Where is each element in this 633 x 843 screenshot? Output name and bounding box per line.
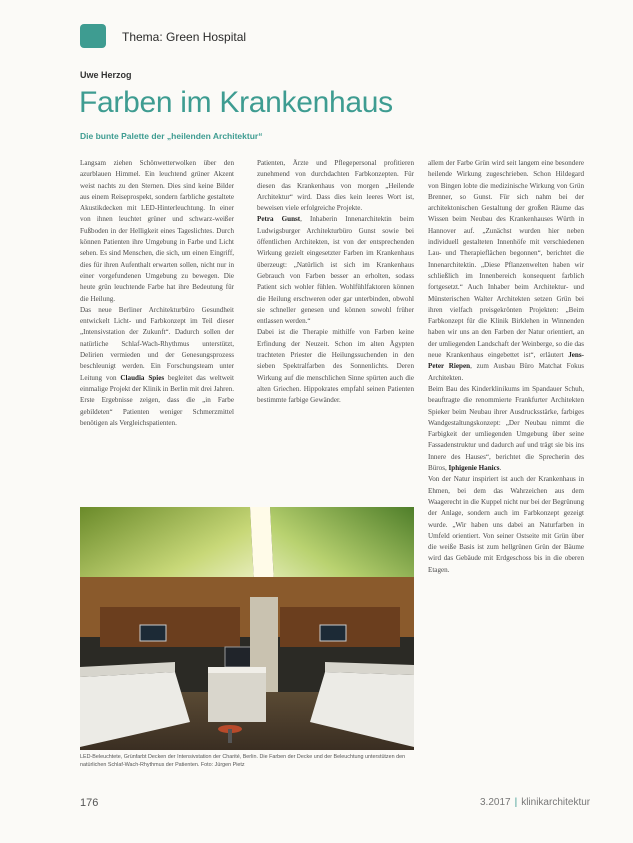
paragraph: Patienten, Ärzte und Pflegepersonal profitieren zunehmend von durchdachten Farbkonzepten. Für diesen das Krankenhaus von morgen „Heilende Architektur“ wird. Dass dies kein leeres Wort ist, beweisen viele erfolgreiche Projekte. xyxy=(257,159,414,213)
text-column-2 xyxy=(257,158,414,496)
topic-square-icon xyxy=(80,24,106,48)
paragraph: Das neue Berliner Architekturbüro Gesundheit entwickelt Licht- und Farbkonzept im Teil dieser „Intensivstation der Zukunft“. Dadurch sollen der natürliche Schlaf-Wach-Rhythmus unterstützt, Delirien vermieden und der Genesungsprozess beschleunigt werden. Ein Forschungsteam unter Leitung von Claudia Spies begleitet das weltweit einmalige Projekt der Klinik in Berlin mit drei Jahren. Erste Ergebnisse zeigen, dass die „in Farbe gebildeten“ Patienten weniger Schmerzmittel benötigen als Vergleichspatienten. xyxy=(80,305,234,427)
issue-info xyxy=(480,797,590,808)
person-name: Petra Gunst xyxy=(257,215,301,224)
author-name: Uwe Herzog xyxy=(80,70,132,80)
paragraph: Petra Gunst, Inhaberin Innenarchitektin beim Ludwigsburger Architekturbüro Gunst sowie bei öffentlichen Architekten, ist von der entsprechenden Wirkung gezielt eingesetzter Farben im Krankenhaus überzeugt: „Natürlich ist sich im Krankenhaus Gebrauch von Farben besser an erholten, sodass Patient sich wohler fühlen. Wohlfühlfaktoren können die Heilung erschweren oder gar unterbinden, obwohl sie schneller genesen und können sowohl früher entlassen werden.“ xyxy=(257,215,414,326)
paragraph: Langsam ziehen Schönwetterwolken über den azurblauen Himmel. Ein leuchtend grüner Akzent weist nachts zu den Sternen. Dies sind keine Bilder aus einem Reiseprospekt, sondern farbliche gestaltete Akustikdecken mit LED-Hinterleuchtung. In einer von ihnen leuchtet grüner und schwarz-weißer Fußboden in der Helligkeit eines Tageslichtes. Durch können Patienten ihre Umgebung in Farbe und Licht sehen. Es sind Menschen, die sich, um einen Eingriff, dies für ihren Aufenthalt erwarten sollen, nicht nur in einer vorgefundenen Umgebung zu bewegen. Die heute grün leuchtende Farbe hat ihre Bedeutung für die Heilung. xyxy=(80,159,234,303)
magazine-name: klinikarchitektur xyxy=(521,797,591,808)
page-number: 176 xyxy=(80,797,99,809)
issue-number: 3.2017 xyxy=(480,797,511,808)
paragraph: Dabei ist die Therapie mithilfe von Farben keine Erfindung der Neuzeit. Schon im alten Ägypten trachteten Priester die Heilungssuchenden in den sieben Spektralfarben des Sonnenlichts. Deren Wirkung auf die menschlichen Sinne spürten auch die alten Griechen. Hippokrates empfahl seinen Patienten bestimmte farbige Gewänder. xyxy=(257,328,414,405)
person-name: Iphigenie Hanics xyxy=(448,464,500,473)
paragraph: allem der Farbe Grün wird seit langem eine besondere heilende Wirkung zugeschrieben. Schon Hildegard von Bingen lobte die medizinische Wirkung von Grün Brenner, so Gunst. Für sich nahm bei der architektonischen Gestaltung der großen Räume das Wissen beim Neubau des Krankenhauses Würth in Hannover auf. „Zunächst wurden hier neben individuell gestalteten Innenhöfe mit verschiedenen Lau- und Therapieflächen begonnen“, berichtet die Innenarchitektin. „Diese Pflanzenwelten haben wir schließlich im Innenbereich konsequent farblich fortgesetzt.“ Auch Inhaber beim Architektur- und Münsterischen Walter Architekten setzen Grün bei ihren vielfach preisgekrönten Projekten: „Beim Farbkonzept für die Klinik Birklehen in Winnenden haben wir uns an den Farben der Natur orientiert, an der umliegenden Landschaft der Weinberge, so die das neue Krankenhaus eingebettet ist“, erläutert Jens-Peter Riepen, zum Ausbau Büro Matchat Fokus Architekten. xyxy=(428,159,584,382)
paragraph: Beim Bau des Kinderklinikums im Spandauer Schuh, beauftragte die renommierte Frankfurter Architekten Spieker beim Neubau ihrer Ausdrucksstärke, farbiges Wandgestaltungskonzept: „Der Neubau nimmt die Farbigkeit der umliegenden Umgebung über seine Fassadenstruktur und dadurch auf und trägt sie bis ins Innere des Hauses“, berichtet die Sprecherin des Büros, Iphigenie Hanics. xyxy=(428,384,584,473)
text-column-1 xyxy=(80,158,234,496)
article-title: Farben im Krankenhaus xyxy=(79,86,393,119)
topic-label: Thema: Green Hospital xyxy=(122,30,247,44)
article-subtitle: Die bunte Palette der „heilenden Architektur“ xyxy=(80,131,263,141)
separator: | xyxy=(514,797,518,808)
hospital-room-photo xyxy=(80,507,414,750)
photo-caption: LED-Beleuchtete, Grünfarbt Decken der Intensivstation der Charité, Berlin. Die Farben der Decke und der Beleuchtung unterstützen den natürlichen Schlaf-Wach-Rhythmus der Patienten. Foto: Jürgen Pietz xyxy=(80,754,406,768)
text-column-3 xyxy=(428,158,584,798)
paragraph: Von der Natur inspiriert ist auch der Krankenhaus in Ehmen, bei dem das Wahrzeichen aus dem Waagerecht in die Kuppel nicht nur bei der Begrünung der Anlage, sondern auch im Farbkonzept gezeigt wurde. „Wir haben uns dabei an Naturfarben in Umfeld orientiert. Von seiner Ostseite mit Grün über die weiße Basis ist zum hellgrünen Grün der Bäume wird das Gebäude mit Erdgeschoss bis in die oberen Etagen. xyxy=(428,475,584,574)
person-name: Jens-Peter Riepen xyxy=(428,351,584,371)
hospital-room-image xyxy=(80,507,414,750)
person-name: Claudia Spies xyxy=(120,373,165,382)
